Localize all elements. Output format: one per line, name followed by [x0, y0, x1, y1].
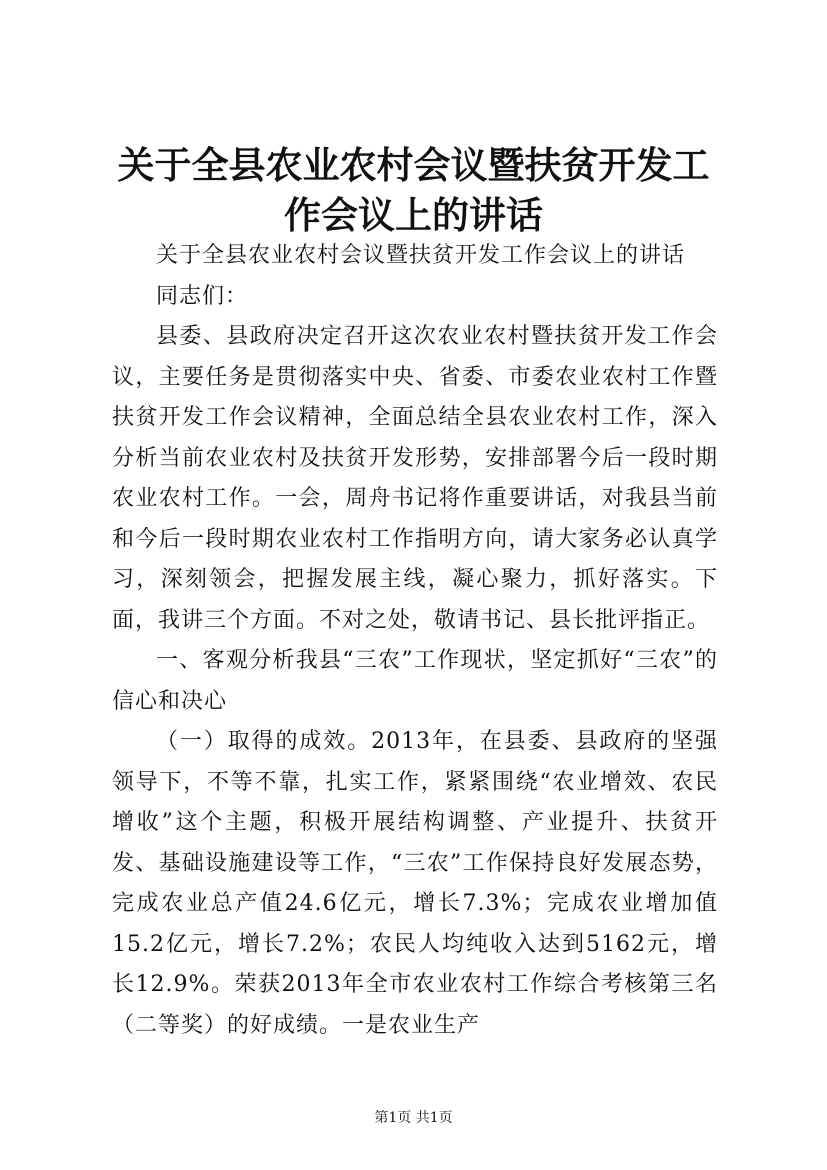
document-title: 关于全县农业农村会议暨扶贫开发工作会议上的讲话: [117, 143, 710, 237]
document-body: [112, 236, 718, 1046]
intro-paragraph: 县委、县政府决定召开这次农业农村暨扶贫开发工作会议，主要任务是贯彻落实中央、省委、市委农业农村工作暨扶贫开发工作会议精神，全面总结全县农业农村工作，深入分析当前农业农村及扶贫开发形势，安排部署今后一段时期农业农村工作。一会，周舟书记将作重要讲话，对我县当前和今后一段时期农业农村工作指明方向，请大家务必认真学习，深刻领会，把握发展主线，凝心聚力，抓好落实。下面，我讲三个方面。不对之处，敬请书记、县长批评指正。: [112, 324, 718, 633]
achievements-paragraph: （一）取得的成效。2013年，在县委、县政府的坚强领导下，不等不靠，扎实工作，紧紧围绕“农业增效、农民增收”这个主题，积极开展结构调整、产业提升、扶贫开发、基础设施建设等工作，“三农”工作保持良好发展态势，完成农业总产值24.6亿元，增长7.3%；完成农业增加值15.2亿元，增长7.2%；农民人均纯收入达到5162元，增长12.9%。荣获2013年全市农业农村工作综合考核第三名（二等奖）的好成绩。一是农业生产: [112, 729, 718, 1038]
salutation-paragraph: 同志们：: [156, 283, 249, 309]
subtitle-paragraph: 关于全县农业农村会议暨扶贫开发工作会议上的讲话: [156, 243, 686, 268]
section-heading: 一、客观分析我县“三农”工作现状，坚定抓好“三农”的信心和决心: [112, 648, 718, 714]
page-footer: 第1页 共1页: [374, 1110, 453, 1126]
